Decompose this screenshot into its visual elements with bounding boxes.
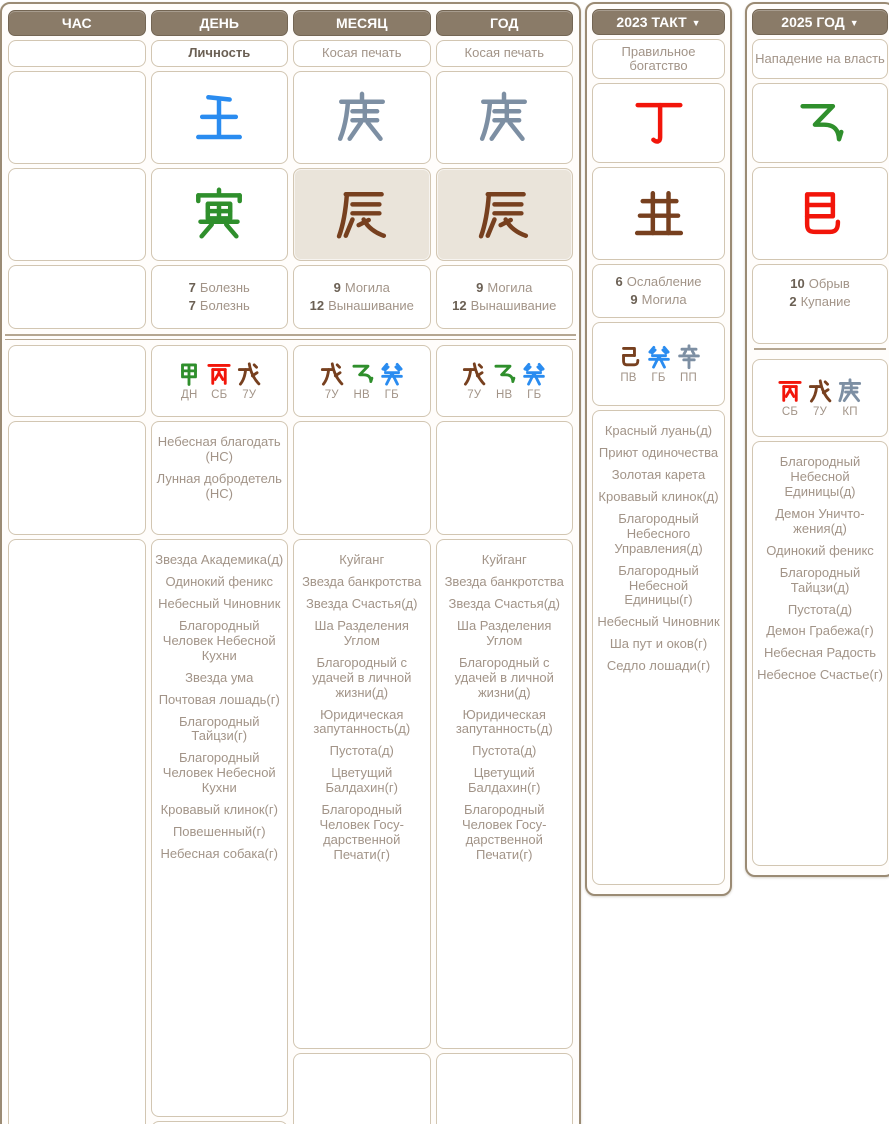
hour-branch-cell — [8, 168, 146, 261]
star-item: Благородный Небесной Единицы(д) — [779, 454, 861, 499]
star-item: Небесный Чиновник — [158, 595, 281, 611]
hour-qi-cell — [8, 265, 146, 329]
month-ns-stars-cell — [293, 421, 431, 535]
branch-chou-glyph — [631, 186, 687, 242]
pillar-day — [151, 10, 289, 1124]
star-item: Цветущий Балдахин(г) — [325, 765, 398, 796]
hidden-stem — [461, 361, 487, 401]
hidden-stem-label: КП — [842, 406, 858, 418]
branch-chen-glyph — [476, 187, 532, 243]
star-item: Звезда ума — [185, 669, 254, 685]
star-item: Ша Разделения Углом — [314, 617, 409, 648]
takt-2023-panel — [585, 2, 732, 896]
month-hidden-stems-cell — [293, 345, 431, 417]
hidden-stem-label: НВ — [353, 389, 370, 401]
star-item: Одинокий феникс — [766, 542, 874, 558]
qi-stage: 7 Болезнь — [188, 280, 250, 296]
hidden-stem-glyph — [777, 378, 803, 404]
hidden-stem-glyph — [461, 361, 487, 387]
dropdown-arrow-icon: ▼ — [691, 18, 701, 28]
month-qi-cell — [293, 265, 431, 329]
star-item: Одинокий феникс — [165, 573, 274, 589]
star-item: Почтовая лошадь(г) — [158, 691, 280, 707]
star-item: Повешенный(г) — [172, 824, 266, 840]
pillar-hour — [8, 10, 146, 1124]
qi-stage: 9 Могила — [630, 292, 687, 307]
y2025-hidden-stems-cell — [752, 359, 888, 437]
takt-hidden-stems-cell — [592, 322, 725, 406]
y2025-stars-cell — [752, 441, 888, 866]
takt-stem-cell — [592, 83, 725, 163]
year-extra-cell — [436, 1053, 574, 1124]
month-extra-cell — [293, 1053, 431, 1124]
day-branch-cell — [151, 168, 289, 261]
hidden-stem — [176, 361, 202, 401]
star-item: Пустота(д) — [329, 743, 394, 759]
star-item: Благородный Небесного Управления(д) — [614, 510, 703, 556]
star-item: Юридическая запутанность(д) — [313, 706, 411, 737]
hidden-stem — [837, 378, 863, 418]
star-item: Пустота(д) — [787, 601, 853, 617]
stem-geng-glyph — [476, 90, 532, 146]
star-item: Благородный с удачей в личной жизни(д) — [454, 654, 554, 700]
hidden-stem — [349, 361, 375, 401]
star-item: Звезда банкротства — [302, 573, 422, 589]
hidden-stem-glyph — [837, 378, 863, 404]
hour-hidden-stems-cell — [8, 345, 146, 417]
star-item: Звезда Академика(д) — [155, 552, 284, 567]
hidden-stem-label: ГБ — [384, 389, 399, 401]
takt-deity-cell: Правильное богатство — [592, 39, 725, 79]
month-stars-cell — [293, 539, 431, 1049]
star-item: Звезда Счастья(д) — [306, 595, 418, 611]
hidden-stem — [616, 344, 642, 384]
natal-pillars-table — [0, 2, 581, 1124]
hidden-stem-label: НВ — [496, 389, 513, 401]
hidden-stem-glyph — [349, 361, 375, 387]
hidden-stem-glyph — [206, 361, 232, 387]
year-2025-panel — [745, 2, 889, 877]
dropdown-arrow-icon: ▼ — [849, 18, 859, 28]
takt-stars-cell — [592, 410, 725, 885]
qi-stage: 12 Вынашивание — [309, 298, 414, 313]
section-divider — [754, 348, 886, 352]
star-item: Небесная Радость — [763, 645, 877, 661]
qi-stage: 2 Купание — [789, 293, 851, 309]
hidden-stem-label: ГБ — [651, 372, 666, 384]
star-item: Цветущий Балдахин(г) — [467, 765, 541, 796]
y2025-branch-cell — [752, 167, 888, 260]
hour-deity-cell — [8, 40, 146, 67]
hidden-stem — [491, 361, 517, 401]
branch-chen-glyph — [334, 187, 390, 243]
star-item: Звезда Счастья(д) — [448, 595, 560, 611]
star-item: Кровавый клинок(д) — [598, 488, 719, 504]
takt-branch-cell — [592, 167, 725, 260]
month-stem-cell — [293, 71, 431, 164]
hidden-stem-label: СБ — [211, 389, 228, 401]
branch-yin-glyph — [191, 187, 247, 243]
star-item: Благородный Тайцзи(д) — [779, 564, 861, 595]
day-deity-cell: Личность — [151, 40, 289, 67]
hidden-stem-glyph — [807, 378, 833, 404]
star-item: Лунная добродетель (НС) — [156, 470, 282, 501]
y2025-deity-cell: Нападение на власть — [752, 39, 888, 79]
day-stem-cell — [151, 71, 289, 164]
pillar-day-header[interactable]: ДЕНЬ — [151, 10, 289, 36]
hidden-stem-glyph — [236, 361, 262, 387]
hidden-stem-label: ДН — [181, 389, 198, 401]
qi-stage: 7 Болезнь — [188, 298, 250, 313]
hidden-stem — [807, 378, 833, 418]
day-ns-stars-cell — [151, 421, 289, 535]
star-item: Благородный Небесной Единицы(г) — [618, 562, 699, 608]
qi-stage: 10 Обрыв — [790, 276, 850, 291]
pillar-year-header[interactable]: ГОД — [436, 10, 574, 36]
day-stars-cell — [151, 539, 289, 1117]
hidden-stem-label: 7У — [812, 406, 828, 418]
hidden-stem-glyph — [616, 344, 642, 370]
pillar-month — [293, 10, 431, 1124]
hidden-stem-label: СБ — [781, 406, 799, 418]
branch-si-glyph — [792, 186, 848, 242]
qi-stage: 9 Могила — [333, 280, 390, 296]
hidden-stem-glyph — [521, 361, 547, 387]
star-item: Звезда банкротства — [444, 573, 564, 589]
star-item: Юридическая запутанность(д) — [455, 706, 553, 737]
hidden-stem — [319, 361, 345, 401]
star-item: Золотая карета — [611, 466, 706, 482]
hidden-stem-label: ПП — [680, 372, 697, 384]
star-item: Благородный Человек Небесной Кухни — [162, 617, 276, 663]
star-item: Куйганг — [339, 552, 385, 567]
month-deity-cell: Косая печать — [293, 40, 431, 67]
star-item: Куйганг — [481, 552, 527, 567]
star-item: Небесная собака(г) — [160, 846, 278, 862]
hour-ns-stars-cell — [8, 421, 146, 535]
star-item: Небесное Счастье(г) — [757, 667, 883, 683]
stem-yi-glyph — [792, 95, 848, 151]
year-2025-header[interactable]: 2025 ГОД ▼ — [752, 9, 888, 35]
table-section-divider — [5, 334, 576, 340]
hour-stars-cell — [8, 539, 146, 1124]
stem-ding-glyph — [631, 95, 687, 151]
hidden-stem-glyph — [646, 344, 672, 370]
qi-stage: 6 Ослабление — [615, 274, 702, 290]
star-item: Благородный Тайцзи(г) — [179, 713, 260, 744]
hidden-stem-label: ГБ — [527, 389, 542, 401]
hidden-stem — [646, 344, 672, 384]
hidden-stem-glyph — [379, 361, 405, 387]
star-item: Благородный Человек Государственной Печати(г) — [319, 802, 404, 862]
year-stem-cell — [436, 71, 574, 164]
hidden-stem-label: 7У — [324, 389, 339, 401]
hidden-stem — [676, 344, 702, 384]
year-deity-cell: Косая печать — [436, 40, 574, 67]
star-item: Благородный Человек Небесной Кухни — [162, 750, 276, 796]
star-item: Седло лошади(г) — [606, 658, 711, 674]
takt-qi-cell — [592, 264, 725, 318]
day-hidden-stems-cell — [151, 345, 289, 417]
year-stars-cell — [436, 539, 574, 1049]
star-item: Приют одиночества — [598, 444, 719, 460]
hidden-stem-glyph — [491, 361, 517, 387]
year-ns-stars-cell — [436, 421, 574, 535]
qi-stage: 12 Вынашивание — [452, 298, 557, 313]
hidden-stem — [236, 361, 262, 401]
hidden-stem — [379, 361, 405, 401]
hidden-stem — [521, 361, 547, 401]
star-item: Ша пут и оков(г) — [609, 636, 708, 652]
hidden-stem-label: ПВ — [620, 372, 637, 384]
year-hidden-stems-cell — [436, 345, 574, 417]
hidden-stem — [206, 361, 232, 401]
day-qi-cell — [151, 265, 289, 329]
pillar-hour-header[interactable]: ЧАС — [8, 10, 146, 36]
pillar-month-header[interactable]: МЕСЯЦ — [293, 10, 431, 36]
star-item: Небесная благодать (НС) — [157, 434, 281, 464]
stem-ren-glyph — [191, 90, 247, 146]
year-qi-cell — [436, 265, 574, 329]
hidden-stem-glyph — [176, 361, 202, 387]
y2025-qi-cell — [752, 264, 888, 344]
star-item: Благородный Человек Государственной Печати(г) — [462, 802, 547, 862]
star-item: Демон Уничтожения(д) — [775, 505, 865, 536]
hidden-stem — [777, 378, 803, 418]
month-branch-cell — [293, 168, 431, 261]
star-item: Кровавый клинок(г) — [160, 802, 278, 818]
hidden-stem-glyph — [676, 344, 702, 370]
hour-stem-cell — [8, 71, 146, 164]
star-item: Пустота(д) — [472, 743, 537, 759]
star-item: Демон Грабежа(г) — [766, 623, 874, 639]
star-item: Благородный с удачей в личной жизни(д) — [312, 654, 412, 700]
star-item: Небесный Чиновник — [597, 614, 720, 630]
hidden-stem-glyph — [319, 361, 345, 387]
hidden-stem-label: 7У — [242, 389, 257, 401]
hidden-stem-label: 7У — [467, 389, 482, 401]
year-branch-cell — [436, 168, 574, 261]
takt-2023-header[interactable]: 2023 ТАКТ ▼ — [592, 9, 725, 35]
stem-geng-glyph — [334, 90, 390, 146]
qi-stage: 9 Могила — [476, 280, 533, 296]
star-item: Ша Разделения Углом — [457, 617, 552, 648]
pillar-year — [436, 10, 574, 1124]
star-item: Красный луань(д) — [604, 423, 713, 438]
y2025-stem-cell — [752, 83, 888, 163]
